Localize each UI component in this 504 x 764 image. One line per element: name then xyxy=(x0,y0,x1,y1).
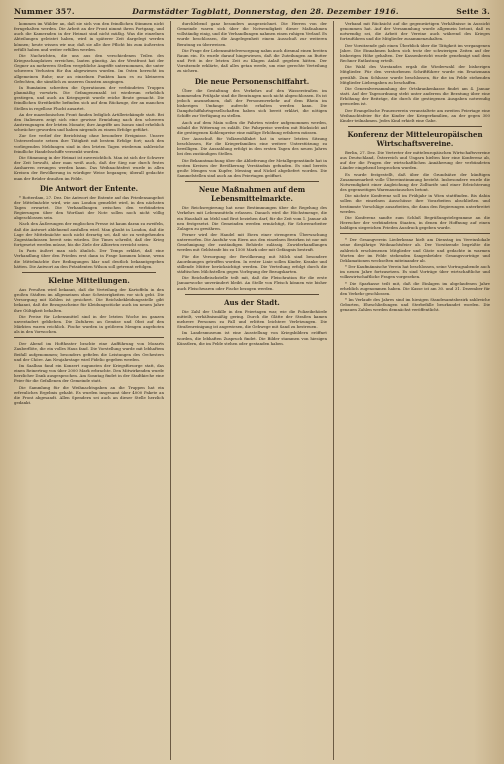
paragraph: kommen im Wälder an, daß sie sich von den feindlichen Stimmen nicht ferngehalten werden. Die Arbeit an der Front nimmt ihren Fortgang, und auch die Kameraden in der Heimat sind nicht müßig. Was die einzelnen Abteilungen geleistet haben, wird in späterer Zeit dargelegt werden können; heute wissen wir nur, daß sie alle ihre Pflicht bis zum äußersten erfüllt haben und weiter erfüllen werden. xyxy=(14,21,164,52)
paragraph: An der mazedonischen Front fanden lediglich Artilleriekämpfe statt. Bei den Italienern zeigt sich eine gewisse Ermüdung nach den schweren Anstrengungen der letzten Monate; ihre Angriffe am Isonzo sind erheblich schwächer geworden und haben nirgends zu einem Erfolge geführt. xyxy=(14,111,164,133)
separator xyxy=(14,337,164,338)
paragraph: Aus Preußen wird bekannt, daß die Verteilung der Kartoffeln in den großen Städten im allgemeinen ohne Schwierigkeiten vor sich geht. Die Versorgung mit Kohlen ist gesichert. Die Reichsbekleidungsstelle gibt bekannt, daß die Bezugsscheine für Kleidungsstücke auch im neuen Jahre ihre Gültigkeit behalten. xyxy=(14,286,164,313)
paragraph: Im Saalbau fand ein Konzert zugunsten der Kriegsfürsorge statt, das einen Reinertrag von über 2000 Mark erbrachte. Den Mitwirkenden wurde herzlicher Dank ausgesprochen. Am Sonntag findet in der Stadtkirche eine Feier für die Gefallenen der Gemeinde statt. xyxy=(14,362,164,384)
paragraph: Über die Gestaltung des Verkehrs auf den Wasserstraßen im kommenden Frühjahr sind die Beratungen noch nicht abgeschlossen. Es ist jedoch anzunehmen, daß der Personenverkehr auf dem Rhein im bisherigen Umfange aufrecht erhalten werden kann. Die Dampfschiffahrtsgesellschaften haben sich bereit erklärt, die nötigen Schiffe zur Verfügung zu stellen. xyxy=(177,87,327,119)
paragraph: Die Preise für Lebensmittel sind in der letzten Woche im ganzen unverändert geblieben. Die Zufuhren an Gemüse und Obst auf den Märkten waren reichlich. Fische wurden in größeren Mengen angeboten als in den Vorwochen. xyxy=(14,313,164,335)
page-header xyxy=(14,4,490,19)
paragraph: Die Konferenz sandte zum Schluß Begrüßungstelegramme an die Herrscher der verbündeten Staaten, in denen der Hoffnung auf einen baldigen siegreichen Frieden Ausdruck gegeben wurde. xyxy=(340,214,490,231)
paragraph: Verband mit Rücksicht auf die gegenwärtigen Verhältnisse in Aussicht genommen hat. Auf der Versammlung wurde allgemein betont, daß es notwendig sei, die Arbeit der Vereine auch während des Krieges fortzuführen und die Mitglieder zusammenzuhalten. xyxy=(340,21,490,42)
paragraph: Auch auf dem Main sollen die Fahrten wieder aufgenommen werden, sobald die Witterung es zuläßt. Die Fahrpreise werden mit Rücksicht auf die gestiegenen Kohlenpreise eine mäßige Erhöhung erfahren müssen. xyxy=(177,119,327,135)
separator xyxy=(340,233,490,234)
paragraph: In Rumänien schreiten die Operationen der verbündeten Truppen planmäßig vorwärts. Die Gefangenenzahl ist wiederum erheblich gestiegen, und auch an Kriegsgerät wurde reiche Beute gemacht. Die feindlichen Streitkräfte befinden sich auf dem Rückzuge, der an manchen Stellen in regellose Flucht ausartet. xyxy=(14,84,164,111)
paragraph: Die Sammlung für die Weihnachtsgaben an die Truppen hat ein erfreuliches Ergebnis gehabt. Es wurden insgesamt über 4000 Pakete an die Front abgesandt. Allen Spendern sei auch an dieser Stelle herzlich gedankt. xyxy=(14,384,164,405)
paragraph: Der Evangelische Frauenverein veranstaltete am zweiten Feiertage eine Weihnachtsfeier für die Kinder der Kriegerfamilien, an der gegen 300 Kinder teilnahmen. Jedes Kind erhielt eine Gabe. xyxy=(340,107,490,123)
paragraph: Für die Versorgung der Bevölkerung mit Milch sind besondere Anordnungen getroffen worden. In erster Linie sollen Kinder, Kranke und stillende Mütter berücksichtigt werden. Die Verteilung erfolgt durch die städtischen Milchstellen gegen Vorlegung der Bezugskarten. xyxy=(177,253,327,275)
separator xyxy=(22,272,156,273)
column-rule xyxy=(333,21,334,760)
paragraph: Nach den Äußerungen der englischen Presse ist kaum daran zu zweifeln, daß die Antwort ablehnend ausfallen wird. Man glaubt in London, daß die Lage der Mittelmächte noch nicht derartig sei, daß sie zu weitgehenden Zugeständnissen bereit sein würden. Die Times schreibt, daß der Krieg fortgesetzt werden müsse, bis die Ziele der Alliierten erreicht seien. xyxy=(14,221,164,248)
paragraph: * Die Sparkasse teilt mit, daß die Einlagen im abgelaufenen Jahre erheblich zugenommen haben. Die Kasse ist am 30. und 31. Dezember für den Verkehr geschlossen. xyxy=(340,280,490,296)
paragraph: Berlin, 27. Dez. Die Vertreter der mitteleuropäischen Wirtschaftsvereine aus Deutschland, Österreich und Ungarn hielten hier eine Konferenz ab, auf der die Fragen der wirtschaftlichen Annäherung der verbündeten Länder eingehend besprochen wurden. xyxy=(340,149,490,171)
paragraph: Im Landesmuseum ist eine Ausstellung von Kriegsbildern eröffnet worden, die lebhaften Zuspruch findet. Die Bilder stammen von hiesigen Künstlern, die im Felde stehen oder gestanden haben. xyxy=(177,330,327,346)
issue-number: Nummer 357. xyxy=(14,6,75,16)
paragraph: Die Reichsregierung hat neue Bestimmungen über die Regelung des Verkehrs mit Lebensmitteln erlassen. Danach wird die Höchstmenge, die ein Haushalt an Mehl und Brot beziehen darf, für die Zeit vom 1. Januar ab neu festgesetzt. Die Gemeinden werden ermächtigt, für Schwerarbeiter Zulagen zu gewähren. xyxy=(177,205,327,231)
paragraph: Die Reichsfleischstelle teilt mit, daß die Fleischration für die erste Januarwoche unverändert bleibt. An Stelle von Fleisch können wie bisher auch Fleischwaren oder Fische bezogen werden. xyxy=(177,275,327,291)
paragraph: Der Vorsitzende gab einen Überblick über die Tätigkeit im vergangenen Jahre. Die Einnahmen haben sich trotz der schwierigen Zeiten auf der bisherigen Höhe gehalten. Der Kassenbericht wurde genehmigt und dem Rechner Entlastung erteilt. xyxy=(340,42,490,64)
headline: Die Antwort der Entente. xyxy=(39,183,139,193)
paragraph: Es wurde festgestellt, daß über die Grundsätze der künftigen Zusammenarbeit volle Übereinstimmung besteht. Insbesondere wurde die Notwendigkeit einer Angleichung der Zolltarife und einer Erleichterung des gegenseitigen Warenaustausches betont. xyxy=(340,171,490,193)
headline: Kleine Mitteilungen. xyxy=(48,275,130,285)
separator xyxy=(185,181,319,182)
column-2 xyxy=(177,21,327,760)
headline: Neue Maßnahmen auf dem Lebensmittelmarkte. xyxy=(198,185,306,204)
headline: Aus der Stadt. xyxy=(224,297,280,307)
paragraph: Die Nachrichten, die uns aus den verschiedenen Teilen des Kriegsschauplatzes erreichen, lauten günstig. An der Westfront hat der Gegner an mehreren Stellen vergebliche Angriffe unternommen, die unter schweren Verlusten für ihn abgewiesen wurden. Im Osten herrscht im allgemeinen Ruhe; nur an einzelnen Punkten kam es zu kleineren Gefechten, die sämtlich zu unseren Gunsten ausgingen. xyxy=(14,52,164,84)
paragraph: * Der Gesangverein Liederkranz hielt am Dienstag im Vereinslokale seine diesjährige Weihnachtsfeier ab. Der Vorsitzende begrüßte die zahlreich erschienenen Mitglieder und Gäste und gedachte in warmen Worten der im Felde stehenden Sangesbrüder. Gesangsvorträge und Deklamationen wechselten miteinander ab. xyxy=(340,237,490,263)
columns-container xyxy=(14,21,490,760)
column-rule xyxy=(170,21,171,760)
separator xyxy=(348,126,482,127)
paragraph: Die Generalversammlung der Ortskrankenkasse findet am 4. Januar statt. Auf der Tagesordnung steht unter anderem die Beratung über eine Erhöhung der Beiträge, die durch die gestiegenen Ausgaben notwendig geworden ist. xyxy=(340,85,490,107)
paragraph: Die Frage der Lebensmittelversorgung nahm auch diesmal einen breiten Raum ein. Es wurde darauf hingewiesen, daß die Zuteilungen an Butter und Fett in der letzten Zeit zu Klagen Anlaß gegeben hätten. Der Vorsitzende erklärte, daß alles getan werde, um eine gerechte Verteilung zu sichern. xyxy=(177,47,327,74)
page-number: Seite 3. xyxy=(456,6,490,16)
paragraph: In Paris äußert man sich ähnlich. Der Temps erklärt, daß eine Verhandlung über den Frieden erst dann in Frage kommen könne, wenn die Mittelmächte ihre Bedingungen klar und deutlich bekanntgegeben hätten. Die Antwort an den Präsidenten Wilson soll getrennt erfolgen. xyxy=(14,248,164,269)
headline: Konferenz der Mitteleuropäischen Wirtschaftsvereine. xyxy=(347,129,483,148)
masthead: Darmstädter Tagblatt, Donnerstag, den 28. Dezember 1916. xyxy=(132,6,399,16)
paragraph: Der Abend im Hoftheater brachte eine Aufführung von Mozarts Zauberflöte, die ein volles Haus fand. Die Vorstellung wurde mit lebhaftem Beifall aufgenommen; besonders gefielen die Leistungen des Orchesters und der Chöre. Am Neujahrstage wird Fidelio gegeben werden. xyxy=(14,341,164,362)
paragraph: durchlebend ganz besonders ausgezeichnet. Die Herren von der Gemeinde waren sich über die Notwendigkeit dieser Maßnahmen vollständig einig, und die Verhandlungen nahmen einen ruhigen Verlauf. Es wurde beschlossen, die Angelegenheit einem Ausschuß zur weiteren Beratung zu überweisen. xyxy=(177,21,327,47)
column-3 xyxy=(340,21,490,760)
paragraph: Die Wahl des Vorstandes ergab die Wiederwahl der bisherigen Mitglieder. Für den verstorbenen Schriftführer wurde ein Ersatzmann gewählt. Zum Schlusse wurde beschlossen, für die im Felde stehenden Mitglieder Liebesgaben zu beschaffen. xyxy=(340,64,490,85)
paragraph: * Der Kaufmännische Verein hat beschlossen, seine Vortragsabende auch im neuen Jahre fortzusetzen. Es sind Vorträge über wirtschaftliche und volkswirtschaftliche Fragen vorgesehen. xyxy=(340,264,490,280)
paragraph: Der Ausschuß für Volkswohlfahrt hat in seiner letzten Sitzung beschlossen, für die Kriegerfamilien eine weitere Unterstützung zu bewilligen. Die Auszahlung erfolgt in den ersten Tagen des neuen Jahres bei den zuständigen Stellen. xyxy=(177,135,327,157)
paragraph: Die Bekanntmachung über die Ablieferung der Metallgegenstände hat in weiten Kreisen der Bevölkerung Verständnis gefunden. Es sind bereits große Mengen von Kupfer, Messing und Nickel abgeliefert worden. Die Sammelstellen sind auch an den Feiertagen geöffnet. xyxy=(177,157,327,179)
paragraph: Die Zahl der Unfälle in den Feiertagen war, wie die Polizeibehörde mitteilt, verhältnismäßig gering. Durch die Glätte der Straßen kamen mehrere Personen zu Fall und erlitten leichtere Verletzungen. Die Straßenreinigung ist angewiesen, die Gehwege mit Sand zu bestreuen. xyxy=(177,308,327,330)
headline: Die neue Personenschiffahrt. xyxy=(194,76,310,86)
paragraph: Zur See verlief der Berichtstag ohne besondere Ereignisse. Unsere Unterseeboote setzen ihre Tätigkeit mit bestem Erfolge fort; nach den vorliegenden Meldungen sind in den letzten Tagen wiederum zahlreiche feindliche Handelsschiffe versenkt worden. xyxy=(14,133,164,154)
paragraph: * Rotterdam, 27. Dez. Die Antwort der Entente auf das Friedensangebot der Mittelmächte wird, wie aus London gemeldet wird, in den nächsten Tagen erwartet. Die Verhandlungen zwischen den verbündeten Regierungen über den Wortlaut der Note sollen noch nicht völlig abgeschlossen sein. xyxy=(14,194,164,221)
paragraph: Ferner wird der Handel mit Eiern einer strengeren Überwachung unterworfen. Die Ausfuhr von Eiern aus den einzelnen Bezirken ist nur mit Genehmigung der zuständigen Behörde zulässig. Zuwiderhandlungen werden mit Geldstrafe bis zu 1500 Mark oder mit Gefängnis bestraft. xyxy=(177,232,327,253)
paragraph: Die nächste Konferenz soll im Frühjahr in Wien stattfinden. Bis dahin sollen die einzelnen Ausschüsse ihre Vorarbeiten abschließen und bestimmte Vorschläge ausarbeiten, die dann den Regierungen unterbreitet werden. xyxy=(340,193,490,214)
column-1 xyxy=(14,21,164,760)
separator xyxy=(185,294,319,295)
paragraph: * Im Verlaufe des Jahres sind im hiesigen Standesamtsbezirk zahlreiche Geburten, Eheschließungen und Sterbefälle beurkundet worden. Die genauen Zahlen werden demnächst veröffentlicht. xyxy=(340,297,490,313)
paragraph: Die Stimmung in der Heimat ist zuversichtlich. Man ist sich der Schwere der Zeit bewußt, aber man weiß auch, daß der Sieg nur durch festes Ausharren errungen werden kann. Das Weihnachtsfest wurde in allen Kreisen der Bevölkerung in würdiger Weise begangen; überall gedachte man der Brüder draußen im Felde. xyxy=(14,154,164,181)
